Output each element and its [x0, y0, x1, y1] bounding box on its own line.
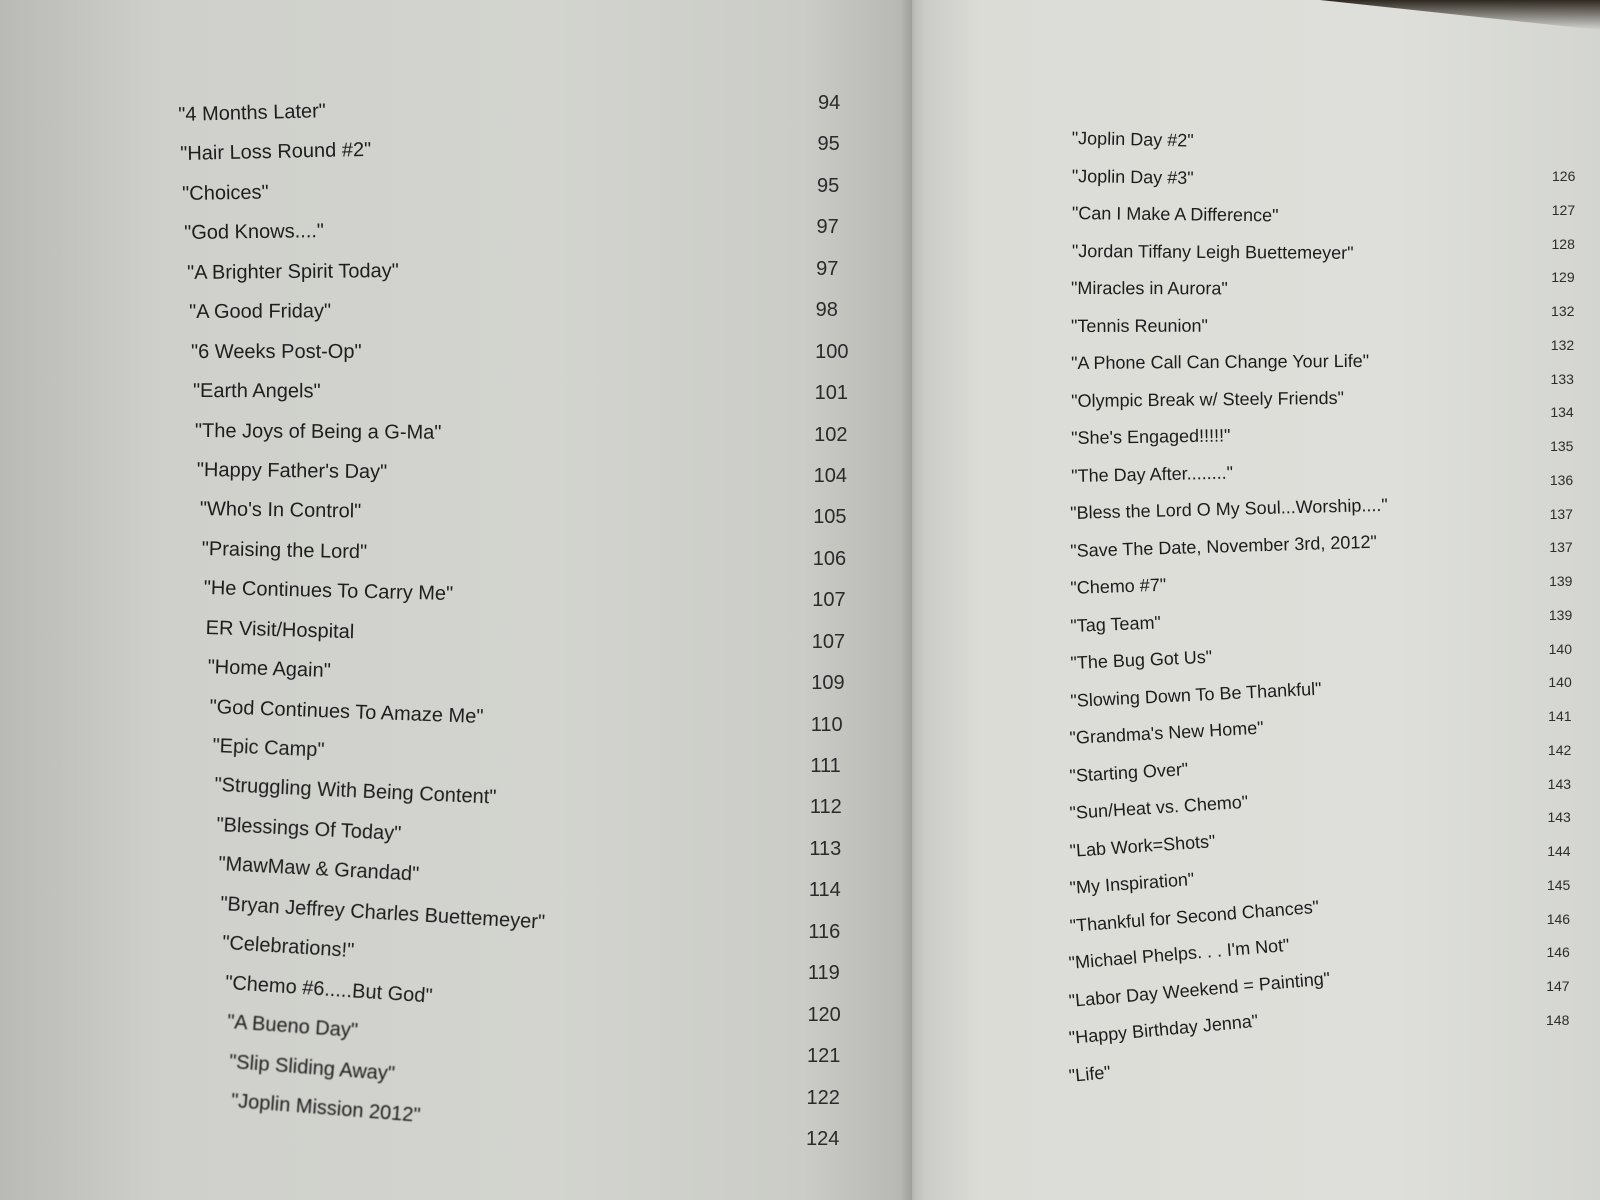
toc-entry-title: "4 Months Later" — [178, 100, 327, 126]
toc-entry-title: "6 Weeks Post-Op" — [190, 340, 362, 363]
toc-entry-page-number: 126 — [1552, 168, 1576, 184]
toc-entry-title: "Save The Date, November 3rd, 2012" — [1070, 531, 1378, 561]
toc-entry-page-number: 134 — [1550, 404, 1574, 421]
toc-entry-page-number: 97 — [816, 216, 839, 239]
toc-entry-title: "Who's In Control" — [199, 498, 361, 523]
toc-entry-page-number: 120 — [807, 1003, 841, 1026]
toc-entry-page-number: 114 — [808, 879, 841, 902]
toc-entry-title: "God Knows...." — [184, 220, 325, 245]
toc-entry-page-number: 147 — [1546, 978, 1570, 995]
toc-entry-title: "The Joys of Being a G-Ma" — [195, 419, 442, 444]
toc-entry-page-number: 105 — [813, 506, 847, 529]
toc-entry-page-number: 142 — [1547, 741, 1572, 758]
toc-entry-title: "The Bug Got Us" — [1069, 646, 1213, 674]
toc-entry-page-number: 102 — [814, 423, 848, 446]
toc-entry-page-number: 135 — [1550, 438, 1574, 455]
toc-entry-page-number: 133 — [1550, 370, 1574, 387]
toc-entry-page-number: 129 — [1551, 269, 1575, 286]
toc-entry-title: "Hair Loss Round #2" — [180, 139, 372, 166]
toc-entry-page-number: 137 — [1549, 539, 1573, 556]
toc-entry-title: "Michael Phelps. . . I'm Not" — [1068, 935, 1291, 974]
toc-entry-page-number: 139 — [1548, 606, 1573, 623]
toc-entry-title: "Grandma's New Home" — [1069, 717, 1265, 749]
toc-entry-page-number: 140 — [1548, 640, 1572, 657]
toc-entry-page-number: 101 — [814, 382, 848, 405]
toc-entry-title: ER Visit/Hospital — [205, 616, 355, 643]
toc-entry-page-number: 94 — [818, 92, 841, 114]
toc-entry-page-number: 143 — [1547, 775, 1572, 792]
toc-entry-title: "Chemo #6.....But God" — [224, 971, 433, 1008]
toc-entry-page-number: 112 — [809, 796, 842, 819]
toc-entry-page-number: 128 — [1551, 235, 1575, 252]
toc-entry-page-number: 113 — [809, 837, 842, 860]
toc-entry-title: "Can I Make A Difference" — [1071, 203, 1279, 226]
toc-entry-title: "My Inspiration" — [1068, 869, 1195, 899]
toc-entry-title: "A Phone Call Can Change Your Life" — [1071, 350, 1370, 374]
toc-entry-title: "Earth Angels" — [193, 380, 321, 403]
toc-entry-page-number: 107 — [811, 630, 846, 653]
right-page — [912, 0, 1600, 1200]
toc-entry-title: "A Brighter Spirit Today" — [186, 259, 399, 284]
toc-entry-page-number: 124 — [806, 1128, 840, 1150]
toc-entry-title: "Bryan Jeffrey Charles Buettemeyer" — [219, 892, 546, 934]
toc-entry-title: "Slowing Down To Be Thankful" — [1069, 678, 1322, 711]
toc-entry-title: "MawMaw & Grandad" — [217, 853, 420, 887]
toc-entry-page-number: 137 — [1549, 505, 1573, 522]
toc-entry-page-number: 95 — [817, 174, 840, 197]
toc-entry-page-number: 106 — [812, 547, 847, 570]
toc-entry-title: "Olympic Break w/ Steely Friends" — [1070, 387, 1344, 411]
toc-entry-page-number: 111 — [810, 755, 841, 778]
toc-entry-page-number: 132 — [1550, 336, 1575, 353]
toc-entry-title: "Bless the Lord O My Soul...Worship...." — [1070, 494, 1389, 524]
toc-entry-title: "Sun/Heat vs. Chemo" — [1069, 792, 1249, 824]
toc-entry-title: "He Continues To Carry Me" — [203, 577, 454, 606]
toc-entry-title: "Lab Work=Shots" — [1068, 830, 1217, 861]
toc-entry-title: "Choices" — [182, 181, 270, 205]
toc-entry-title: "Chemo #7" — [1070, 574, 1167, 599]
toc-entry-page-number: 146 — [1546, 910, 1571, 927]
toc-entry-page-number: 140 — [1548, 674, 1572, 691]
toc-entry-title: "Happy Father's Day" — [197, 458, 388, 484]
toc-entry-title: "Home Again" — [207, 656, 332, 683]
toc-entry-title: "Thankful for Second Chances" — [1068, 896, 1320, 936]
toc-entry-title: "Epic Camp" — [211, 735, 325, 762]
toc-entry-page-number: 139 — [1549, 573, 1573, 590]
toc-entry-title: "Starting Over" — [1069, 758, 1190, 786]
toc-entry-page-number: 121 — [806, 1045, 841, 1068]
toc-entry-page-number: 148 — [1546, 1012, 1570, 1028]
toc-entry-page-number: 95 — [817, 133, 840, 156]
toc-entry-title: "Joplin Day #3" — [1071, 165, 1194, 188]
toc-entry-page-number: 109 — [811, 672, 845, 695]
toc-entry-title: "Jordan Tiffany Leigh Buettemeyer" — [1071, 240, 1354, 263]
toc-entry-page-number: 100 — [815, 340, 849, 363]
toc-entry-page-number: 97 — [816, 257, 839, 280]
toc-entry-title: "Tennis Reunion" — [1071, 315, 1209, 336]
toc-entry-page-number: 119 — [807, 962, 840, 985]
toc-entry-title: "A Bueno Day" — [226, 1011, 359, 1043]
toc-entry-title: "Happy Birthday Jenna" — [1068, 1011, 1260, 1049]
toc-entry-page-number: 122 — [806, 1086, 840, 1109]
toc-entry-title: "Slip Sliding Away" — [228, 1050, 396, 1085]
toc-entry-title: "She's Engaged!!!!!" — [1070, 425, 1231, 449]
toc-entry-page-number: 144 — [1547, 843, 1571, 860]
toc-entry-page-number: 146 — [1546, 944, 1570, 961]
toc-entry-page-number: 145 — [1546, 876, 1571, 893]
toc-entry-title: "Joplin Mission 2012" — [230, 1090, 422, 1127]
toc-entry-title: "The Day After........" — [1070, 462, 1233, 486]
toc-entry-title: "Blessings Of Today" — [215, 813, 402, 845]
toc-entry-page-number: 127 — [1551, 201, 1576, 218]
book-gutter — [900, 0, 926, 1200]
toc-entry-title: "Life" — [1068, 1061, 1112, 1086]
toc-entry-title: "Struggling With Being Content" — [213, 774, 497, 810]
toc-entry-title: "Celebrations!" — [222, 932, 356, 963]
toc-entry-page-number: 98 — [815, 299, 838, 322]
toc-entry-page-number: 143 — [1547, 809, 1571, 826]
toc-entry-page-number: 107 — [812, 589, 846, 612]
toc-entry-title: "Praising the Lord" — [201, 537, 368, 564]
toc-entry-title: "Tag Team" — [1069, 612, 1162, 636]
toc-entry-title: "Joplin Day #2" — [1071, 128, 1194, 151]
toc-entry-title: "God Continues To Amaze Me" — [209, 695, 485, 728]
toc-entry-title: "A Good Friday" — [188, 300, 331, 324]
toc-entry-page-number: 136 — [1549, 471, 1574, 488]
toc-entry-page-number: 116 — [808, 920, 841, 943]
toc-entry-page-number: 104 — [813, 464, 848, 487]
toc-entry-page-number: 110 — [810, 713, 843, 736]
toc-entry-page-number: 132 — [1551, 303, 1575, 320]
toc-entry-title: "Miracles in Aurora" — [1071, 278, 1229, 299]
toc-entry-title: "Labor Day Weekend = Painting" — [1068, 968, 1332, 1011]
toc-entry-page-number: 141 — [1548, 708, 1572, 725]
